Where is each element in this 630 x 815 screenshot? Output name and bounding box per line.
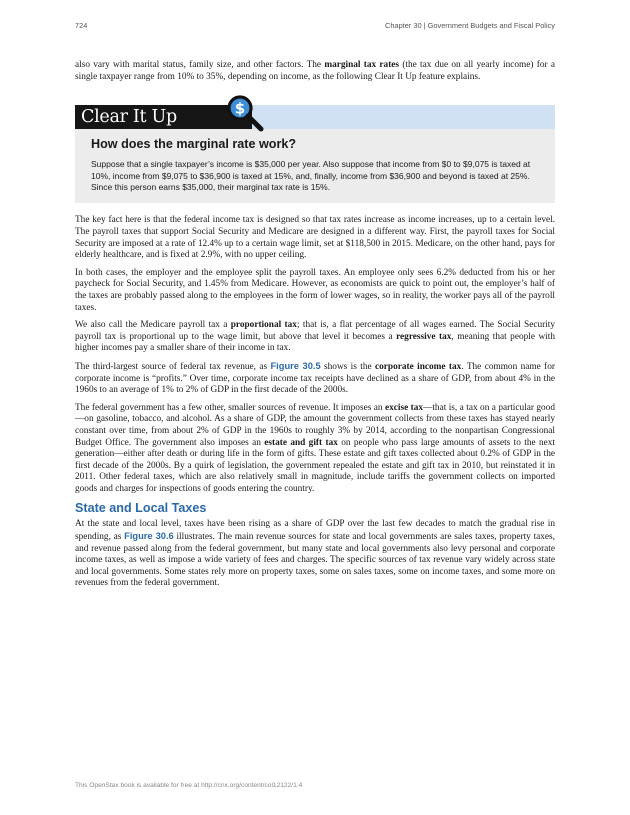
page-content	[75, 60, 555, 596]
figure-30-6-link[interactable]: Figure 30.6	[124, 531, 174, 542]
svg-text:$: $	[234, 99, 246, 118]
clear-it-up-text: Suppose that a single taxpayer’s income is $35,000 per year. Also suppose that income from $0 to $9,075 is taxed at 10%, income from $9,075 to $36,900 is taxed at 15%, and, finally, income from $36,900 and beyond is taxed at 25%. Since this person earns $35,000, their marginal tax rate is 15%.	[91, 159, 531, 192]
text-run: , meaning that people with higher incomes pay a smaller share of their income in tax.	[75, 331, 555, 354]
text-run: (the tax due on all yearly income) for a single taxpayer range from 10% to 35%, depending on income, as the following Clear It Up feature explains.	[75, 60, 555, 82]
paragraph-other-federal-revenue	[75, 403, 555, 496]
text-run: The federal government has a few other, smaller sources of revenue. It imposes an	[75, 402, 385, 413]
figure-30-5-link[interactable]: Figure 30.5	[270, 360, 321, 371]
text-run: illustrates. The main revenue sources for state and local governments are sales taxes, property taxes, and revenue passed along from the federal government, but many state and local governments also levy personal and corporate income taxes, as well as impose a wide variety of fees and charges. The specific sources of tax revenue vary widely across state and local governments. Some states rely more on property taxes, some on sales taxes, some on income taxes, and some more on revenues from the federal government.	[75, 532, 555, 589]
term-excise-tax: excise tax	[384, 402, 424, 413]
section-heading-state-local-taxes: State and Local Taxes	[75, 501, 207, 516]
clear-it-up-banner	[75, 99, 555, 129]
term-estate-and-gift-tax: estate and gift tax	[264, 437, 338, 448]
text-run: shows is the	[320, 361, 376, 372]
clear-it-up-box	[75, 99, 555, 203]
text-run: ; that is, a flat percentage of all wages earned. The Social Security payroll tax is proportional up to the wage limit, but above that level it becomes a	[75, 320, 555, 342]
intro-paragraph	[75, 60, 555, 83]
term-corporate-income-tax: corporate income tax	[375, 361, 462, 372]
term-regressive-tax: regressive tax	[396, 331, 452, 342]
text-run: . The common name for corporate income is “profits.” Over time, corporate income tax receipts have declined as a share of GDP, from about 4% in the 1960s to an average of 1% to 2% of GDP in the first decade of the 2000s.	[75, 361, 555, 396]
magnifying-glass-dollar-icon	[225, 93, 265, 133]
clear-it-up-body	[75, 129, 555, 203]
paragraph-proportional-tax	[75, 320, 555, 355]
text-run: on people who pass large amounts of assets to the next generation—either after death or during life in the form of gifts. These estate and gift taxes collected about 0.2% of GDP in the first decade of the 2000s. By a quirk of legislation, the government repealed the estate and gift tax in 2010, but reinstated it in 2011. Other federal taxes, which are also relatively small in magnitude, include tariffs the government collects on imported goods and charges for inspections of goods entering the country.	[75, 437, 555, 494]
term-proportional-tax: proportional tax	[230, 320, 297, 331]
paragraph-corporate-income-tax	[75, 361, 555, 397]
text-run: also vary with marital status, family size, and other factors. The	[75, 60, 325, 70]
text-run: —that is, a tax on a particular good—on gasoline, tobacco, and alcohol. As a share of GDP, the amount the government collects from these taxes has stayed nearly constant over time, from about 2% of GDP in the 1960s to roughly 3% by 2014, according to the nonpartisan Congressional Budget Office. The government also imposes an	[75, 402, 555, 448]
paragraph-payroll-split: In both cases, the employer and the employee split the payroll taxes. An employee only sees 6.2% deducted from his or her paycheck for Social Security, and 1.45% from Medicare. However, as economists are quick to point out, the employer’s half of the taxes are probably passed along to the employees in the form of lower wages, so in reality, the worker pays all of the payroll taxes.	[75, 267, 555, 313]
page-footer: This OpenStax book is available for free at http://cnx.org/content/col12122/1.4	[75, 782, 303, 789]
term-marginal-tax-rates: marginal tax rates	[324, 60, 400, 70]
text-run: The third-largest source of federal tax revenue, as	[75, 361, 271, 372]
text-run: At the state and local level, taxes have been rising as a share of GDP over the last few decades to match the gradual rise in spending, as	[75, 519, 555, 543]
paragraph-federal-income-tax: The key fact here is that the federal income tax is designed so that tax rates increase as income increases, up to a certain level. The payroll taxes that support Social Security and Medicare are designed in a different way. First, the payroll taxes for Social Security are imposed at a rate of 12.4% up to a certain wage limit, set at $118,500 in 2015. Medicare, on the other hand, pays for elderly healthcare, and is fixed at 2.9%, with no upper ceiling.	[75, 215, 555, 261]
page-number: 724	[75, 21, 88, 30]
text-run: We also call the Medicare payroll tax a	[75, 320, 231, 331]
chapter-title: Chapter 30 | Government Budgets and Fiscal Policy	[385, 21, 555, 30]
banner-title: Clear It Up	[75, 105, 252, 129]
clear-it-up-question: How does the marginal rate work?	[91, 137, 297, 152]
paragraph-state-local-taxes	[75, 519, 555, 590]
